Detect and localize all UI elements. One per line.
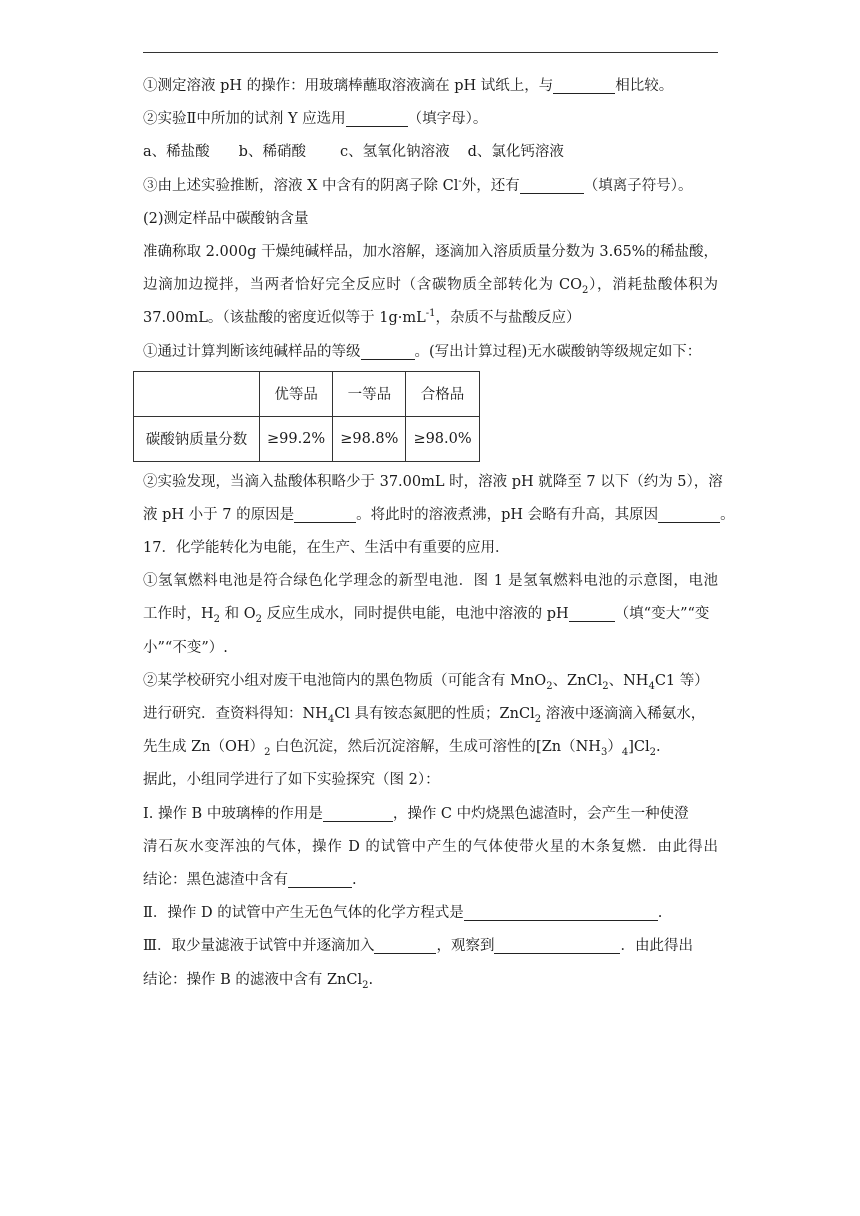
q17-part-iii-line-2: 结论：操作 B 的滤液中含有 ZnCl$_2$. xyxy=(143,971,374,991)
q17-p2-line-3: 先生成 $Zn(OH)_2$ 白色沉淀，然后沉淀溶解，生成可溶性的$[Zn(NH_3)_4]Cl_2$. xyxy=(143,739,661,759)
option-b: b、稀硝酸 xyxy=(238,144,306,161)
answer-blank[interactable] xyxy=(361,341,415,360)
q16-line-reagent-y: ②实验Ⅱ中所加的试剂 Y 应选用 （填字母）。 xyxy=(143,103,718,136)
table-row xyxy=(134,416,480,461)
table-header-cell xyxy=(134,371,260,416)
header-rule xyxy=(143,52,718,53)
q17-part-iii-line-1: Ⅲ．取少量滤液于试管中并逐滴加入 ，观察到 ．由此得出 xyxy=(143,930,718,963)
table-cell: ≥99.2% xyxy=(260,416,333,461)
q17-part-ii: Ⅱ．操作 D 的试管中产生无色气体的化学方程式是 . xyxy=(143,897,718,930)
document-body xyxy=(143,70,735,997)
answer-blank[interactable] xyxy=(323,803,393,822)
q16-observation-line-1: ②实验发现，当滴入盐酸体积略少于 37.00mL 时，溶液 pH 就降至 7 以下（约为 5），溶 xyxy=(143,473,723,490)
table-header-row xyxy=(134,371,480,416)
q17-p2-line-2: 进行研究．查资料得知：$NH_4Cl$ 具有铵态氮肥的性质；ZnCl$_2$ 溶液中逐滴滴入稀氨水， xyxy=(143,706,706,725)
table-header-cell: 一等品 xyxy=(333,371,406,416)
table-cell: ≥98.8% xyxy=(333,416,406,461)
q17-part-i-line-2: 清石灰水变浑浊的气体，操作 D 的试管中产生的气体使带火星的木条复燃．由此得出 xyxy=(143,838,718,855)
section-heading: (2)测定样品中碳酸钠含量 xyxy=(143,210,309,227)
answer-blank[interactable] xyxy=(520,175,584,194)
q16-para-line-3: 37.00mL。（该盐酸的密度近似等于 $1g\cdot mL^{-1}$，杂质不与盐酸反应） xyxy=(143,308,581,327)
q17-p1-line-2: 工作时，$H_2$ 和 $O_2$ 反应生成水，同时提供电能，电池中溶液的 pH （填“变大”“变 xyxy=(143,598,718,631)
q16-para-line-1: 准确称取 2.000g 干燥纯碱样品，加水溶解，逐滴加入溶质质量分数为 3.65%的稀盐酸， xyxy=(143,243,718,260)
table-cell: ≥98.0% xyxy=(406,416,479,461)
q17-p1-line-3: 小”“不变”）. xyxy=(143,639,228,656)
q16-options xyxy=(143,136,718,169)
table-header-cell: 优等品 xyxy=(260,371,333,416)
q16-line-anions: ③由上述实验推断，溶液 X 中含有的阴离子除 Cl-外，还有 （填离子符号）。 xyxy=(143,175,693,194)
q17-p1-line-1: ①氢氧燃料电池是符合绿色化学理念的新型电池．图 1 是氢氧燃料电池的示意图，电池 xyxy=(143,573,718,590)
answer-blank[interactable] xyxy=(464,902,658,921)
q17-part-i-line-3: 结论：黑色滤渣中含有 . xyxy=(143,864,718,897)
answer-blank[interactable] xyxy=(374,935,436,954)
q17-p3: 据此，小组同学进行了如下实验探究（图 2）： xyxy=(143,772,440,789)
answer-blank[interactable] xyxy=(658,504,720,523)
option-c: c、氢氧化钠溶液 xyxy=(339,144,450,161)
grade-table xyxy=(133,371,480,462)
q16-grade-question: ①通过计算判断该纯碱样品的等级 。(写出计算过程)无水碳酸钠等级规定如下： xyxy=(143,336,718,369)
answer-blank[interactable] xyxy=(288,869,352,888)
q16-observation-line-2: 液 pH 小于 7 的原因是 。将此时的溶液煮沸，pH 会略有升高，其原因 。 xyxy=(143,499,718,532)
table-header-cell: 合格品 xyxy=(406,371,479,416)
answer-blank[interactable] xyxy=(553,75,615,94)
table-row-label: 碳酸钠质量分数 xyxy=(134,416,260,461)
answer-blank[interactable] xyxy=(494,935,620,954)
option-d: d、氯化钙溶液 xyxy=(467,144,564,161)
answer-blank[interactable] xyxy=(346,108,408,127)
q17-p2-line-1: ②某学校研究小组对废干电池筒内的黑色物质（可能含有 MnO$_2$、ZnCl$_2$、$NH_4C1$ 等） xyxy=(143,672,709,692)
answer-blank[interactable] xyxy=(294,504,356,523)
answer-blank[interactable] xyxy=(569,603,615,622)
q17-title: 17．化学能转化为电能，在生产、生活中有重要的应用． xyxy=(143,540,510,557)
option-a: a、稀盐酸 xyxy=(143,144,210,161)
q16-para-line-2: 边滴加边搅拌，当两者恰好完全反应时（含碳物质全部转化为 $CO_2$），消耗盐酸体积为 xyxy=(143,277,719,297)
q16-line-ph-test: ①测定溶液 pH 的操作：用玻璃棒蘸取溶液滴在 pH 试纸上，与 相比较。 xyxy=(143,70,718,103)
q17-part-i-line-1: I. 操作 B 中玻璃棒的作用是 ，操作 C 中灼烧黑色滤渣时，会产生一种使澄 xyxy=(143,798,718,831)
